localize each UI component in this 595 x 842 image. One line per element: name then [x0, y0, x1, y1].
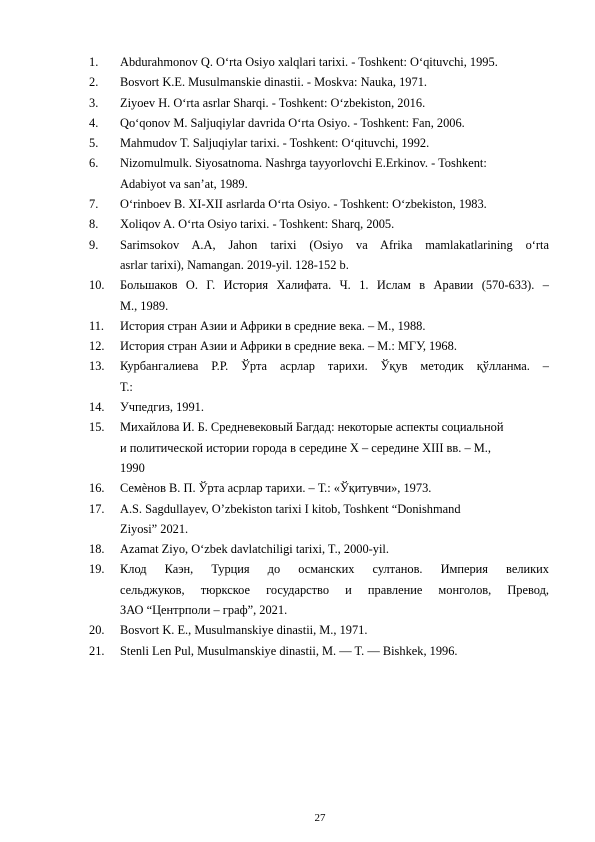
reference-number: 4.: [89, 115, 99, 130]
reference-item: [89, 539, 549, 559]
reference-number: 5.: [89, 136, 99, 151]
reference-text-line: Михайлова И. Б. Средневековый Багдад: некоторые аспекты социальной: [120, 420, 504, 435]
reference-number: 20.: [89, 623, 105, 638]
reference-item: [89, 620, 549, 640]
reference-item: [89, 113, 549, 133]
reference-number: 14.: [89, 400, 105, 415]
reference-text-line: A.S. Sagdullayev, O’zbekiston tarixi I kitob, Toshkent “Donishmand: [120, 501, 461, 516]
reference-item: [89, 235, 549, 276]
reference-item: [89, 559, 549, 620]
reference-number: 6.: [89, 156, 99, 171]
reference-number: 17.: [89, 501, 105, 516]
reference-number: 19.: [89, 562, 105, 577]
reference-item: [89, 641, 549, 661]
reference-text-line: История стран Азии и Африки в средние века. – М.: МГУ, 1968.: [120, 339, 457, 354]
reference-text-line: Sarimsokov A.A, Jahon tarixi (Osiyo va Afrika mamlakatlarining o‘rta: [120, 237, 549, 252]
reference-text-line: Ziyoev H. O‘rta asrlar Sharqi. - Toshkent: O‘zbekiston, 2016.: [120, 95, 426, 110]
reference-item: [89, 397, 549, 417]
reference-item: [89, 478, 549, 498]
reference-text-line: Курбангалиева Р.Р. Ўрта асрлар тарихи. Ўқув методик қўлланма. –: [120, 359, 549, 374]
reference-text-line: Учпедгиз, 1991.: [120, 400, 204, 415]
reference-item: [89, 72, 549, 92]
reference-text-line: asrlar tarixi), Namangan. 2019-yil. 128-152 b.: [120, 257, 349, 272]
reference-text-line: Adabiyot va san’at, 1989.: [120, 176, 248, 191]
reference-text-line: Большаков О. Г. История Халифата. Ч. 1. Ислам в Аравии (570-633). –: [120, 278, 549, 293]
reference-text-line: Stenli Len Pul, Musulmanskiye dinastii, M. — T. — Bishkek, 1996.: [120, 643, 458, 658]
reference-item: [89, 417, 549, 478]
reference-text-line: Ziyosi” 2021.: [120, 521, 189, 536]
reference-text-line: Семѐнов В. П. Ўрта асрлар тарихи. – Т.: «Ўқитувчи», 1973.: [120, 481, 432, 496]
reference-text-line: Mahmudov T. Saljuqiylar tarixi. - Toshkent: O‘qituvchi, 1992.: [120, 136, 430, 151]
reference-text-line: Bosvort K. E., Musulmanskiye dinastii, M., 1971.: [120, 623, 368, 638]
reference-number: 1.: [89, 55, 99, 69]
reference-item: [89, 52, 549, 72]
reference-text-line: Xoliqov A. O‘rta Osiyo tarixi. - Toshkent: Sharq, 2005.: [120, 217, 395, 232]
reference-item: [89, 316, 549, 336]
reference-text-line: ЗАО “Центрполи – граф”, 2021.: [120, 603, 288, 618]
reference-item: [89, 275, 549, 316]
reference-item: [89, 93, 549, 113]
reference-text-line: сельджуков, тюркское государство и правление монголов, Превод,: [120, 582, 549, 597]
reference-text-line: Qo‘qonov M. Saljuqiylar davrida O‘rta Osiyo. - Toshkent: Fan, 2006.: [120, 115, 465, 130]
reference-text-line: O‘rinboev B. XI-XII asrlarda O‘rta Osiyo. - Toshkent: O‘zbekiston, 1983.: [120, 197, 487, 212]
reference-number: 2.: [89, 75, 99, 90]
reference-text-line: Abdurahmonov Q. O‘rta Osiyo xalqlari tarixi. - Toshkent: O‘qituvchi, 1995.: [120, 55, 498, 69]
reference-item: [89, 336, 549, 356]
reference-number: 16.: [89, 481, 105, 496]
reference-number: 21.: [89, 643, 105, 658]
reference-number: 18.: [89, 542, 105, 557]
reference-item: [89, 499, 549, 540]
reference-item: [89, 214, 549, 234]
reference-item: [89, 194, 549, 214]
reference-number: 9.: [89, 237, 99, 252]
reference-number: 8.: [89, 217, 99, 232]
reference-item: [89, 356, 549, 397]
reference-text-line: М., 1989.: [120, 298, 169, 313]
reference-number: 12.: [89, 339, 105, 354]
reference-text-line: Nizomulmulk. Siyosatnoma. Nashrga tayyorlovchi E.Erkinov. - Toshkent:: [120, 156, 487, 171]
reference-list: [89, 52, 549, 661]
reference-number: 11.: [89, 318, 105, 333]
page-number: 27: [314, 812, 326, 824]
reference-text-line: Клод Каэн, Турция до османских султанов. Империя великих: [120, 562, 549, 577]
reference-number: 15.: [89, 420, 105, 435]
reference-number: 10.: [89, 278, 105, 293]
reference-text-line: История стран Азии и Африки в средние века. – М., 1988.: [120, 318, 426, 333]
reference-item: [89, 133, 549, 153]
reference-text-line: Azamat Ziyo, O‘zbek davlatchiligi tarixi, T., 2000-yil.: [120, 542, 389, 557]
reference-text-line: Т.:: [120, 379, 133, 394]
reference-text-line: Bosvort K.E. Musulmanskie dinastii. - Moskva: Nauka, 1971.: [120, 75, 427, 90]
reference-number: 13.: [89, 359, 105, 374]
reference-number: 3.: [89, 95, 99, 110]
reference-number: 7.: [89, 197, 99, 212]
reference-text-line: 1990: [120, 460, 145, 475]
reference-item: [89, 153, 549, 194]
reference-text-line: и политической истории города в середине X – середине XIII вв. – М.,: [120, 440, 491, 455]
